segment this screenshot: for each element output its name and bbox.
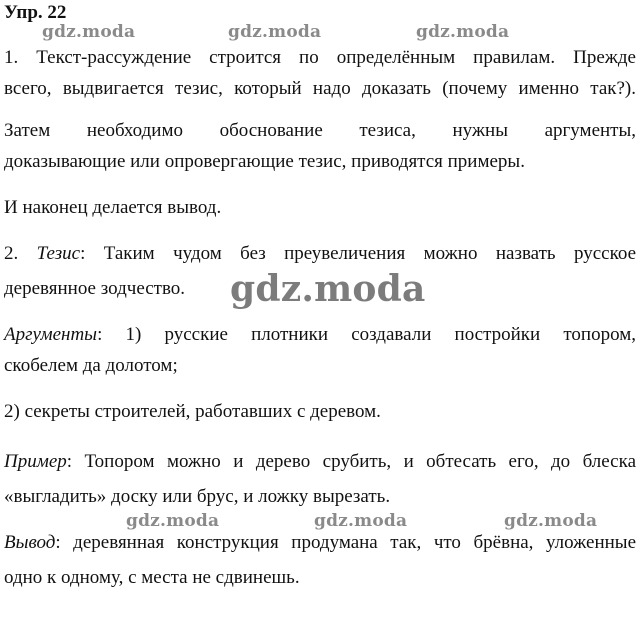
watermark: gdz.moda — [314, 511, 408, 531]
paragraph-2: И наконец делается вывод. — [4, 197, 222, 218]
arguments-line-2: скобелем да долотом; — [4, 355, 178, 376]
example-line-2: «выгладить» доску или брус, и ложку вырезать. — [4, 486, 391, 507]
exercise-title: Упр. 22 — [4, 2, 67, 23]
example-line-1 — [4, 446, 636, 477]
paragraph-1-line-1: 1. Текст-рассуждение строится по определённым правилам. Прежде — [4, 47, 636, 68]
thesis-label: Тезис — [36, 243, 81, 264]
thesis-text: : Таким чудом без преувеличения можно назвать русское — [80, 243, 637, 264]
thesis-line-1 — [4, 238, 636, 269]
arguments-text: : 1) русские плотники создавали постройки топором, — [97, 324, 636, 345]
arguments-label: Аргументы — [4, 324, 98, 345]
watermark: gdz.moda — [504, 511, 598, 531]
paragraph-1-line-3: Затем необходимо обоснование тезиса, нужны аргументы, — [4, 120, 636, 141]
conclusion-text: : деревянная конструкция продумана так, что брёвна, уложенные — [55, 532, 636, 553]
argument-2: 2) секреты строителей, работавших с деревом. — [4, 401, 381, 422]
example-label: Пример — [4, 451, 67, 472]
watermark-large: gdz.moda — [230, 268, 426, 310]
conclusion-line-1 — [4, 527, 636, 558]
watermark: gdz.moda — [42, 22, 136, 42]
watermark: gdz.moda — [228, 22, 322, 42]
watermark: gdz.moda — [126, 511, 220, 531]
conclusion-line-2: одно к одному, с места не сдвинешь. — [4, 567, 300, 588]
example-text: : Топором можно и дерево срубить, и обтесать его, до блеска — [66, 451, 636, 472]
thesis-number: 2. — [4, 243, 37, 264]
paragraph-1-line-4: доказывающие или опровергающие тезис, приводятся примеры. — [4, 151, 525, 172]
conclusion-label: Вывод — [4, 532, 56, 553]
paragraph-1-line-2: всего, выдвигается тезис, который надо доказать (почему именно так?). — [4, 78, 636, 99]
arguments-line-1 — [4, 319, 636, 350]
watermark: gdz.moda — [416, 22, 510, 42]
thesis-line-2: деревянное зодчество. — [4, 278, 186, 299]
